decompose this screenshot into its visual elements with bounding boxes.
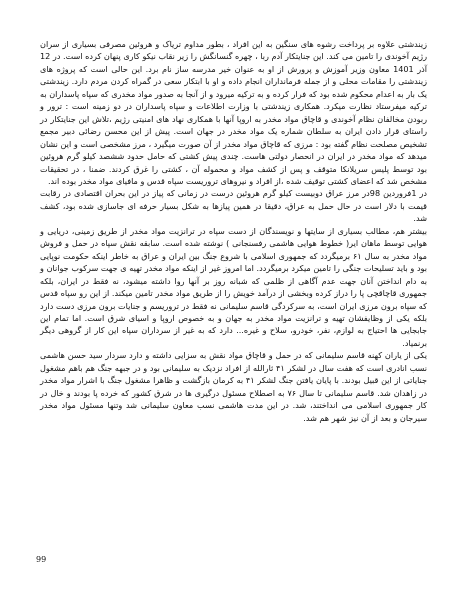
paragraph-1: زیندشتی علاوه بر پرداخت رشوه های سنگین به این افراد ، بطور مداوم تریاک و هروئین مصرفی بسیاری از سران رژیم آخوندی را تامین می کند. این جنایتکار آدم ربا ، چهره گنسانگش را زیر نقاب نیکو کاری پنهان کرده است. در 12 آذر 1401 معاون وزیر آموزش و پرورش از او به عنوان خیر مدرسه ساز نام برد. این حالی است که پروژه های زیندشتی را مقامات محلی و از جمله فرمانداران انجام داده و او با ابتکار سعی در گمراه کردن مردم دارد. زیندشتی یک بار به اعدام محکوم شده بود که فرار کرده و به ترکیه میرود و از آنجا به صدور مواد مخدری که سپاه پاسداران به ترکیه میفرستاد نظارت میکرد. همکاری زیندشتی با وزارت اطلاعات و سپاه پاسداران در دو زمینه است : ترور و ربودن مخالفان نظام آخوندی و قاچاق مواد مخدر به اروپا آنها با همکاری نهاد های امنیتی رژیم ،تلاش این جنایتکار در راستای قرار دادن ایران به سلطان شماره یک مواد مخدر در جهان است. پیش از این محسن رضائی دبیر مجمع تشخیص مصلحت نظام گفته بود : مرزی که قاچاق مواد مخدر از آن صورت میگیرد ، مرز مشخصی است و این نشان میدهد که مواد مخدر در ایران در انحصار دولتی هاست. چندی پیش کشتی که حامل حدود ششصد کیلو گرم هروئین بود توسط پلیس سریلانکا متوقف و پس از کشف مواد و محموله آن ، کشتی را غرق کردند. ضمنا ، در تحقیقات مشخص شد که اعضای کشتی توقیف شده ،از افراد و نیروهای تروریست سپاه قدس و مافیای مواد مخدر بوده اند.	[40, 39, 427, 186]
page-number: 99	[36, 555, 47, 564]
paragraph-2: در 1فروردین 98در مرز عراق دوبیست کیلو گرم هروئین درست در زمانی که پیاز در این بحران اقتصادی در رقابت قیمت با دلار است در حال حمل به عراق، دقیقا در همین پیازها به شکل بسیار حرفه ای جاسازی شده بود، کشف شد.	[40, 188, 428, 224]
paragraph-3: بیشتر هم، مطالب بسیاری از سایتها و نویسندگان از دست سپاه در ترانزیت مواد مخدر از طریق زمینی، دریایی و هوایی توسط ماهان ایر( خطوط هوایی هاشمی رفسنجانی ) نوشته شده است. سابقه نقش سپاه در حمل و فروش مواد مخدر به سال ۶۱ برمیگردد که جمهوری اسلامی با شروع جنگ بین ایران و عراق به خاطر اینکه حکومت نوپایی بود و باید تسلیحات جنگی را تامین میکرد برمیگردد. اما امروز غیر از اینکه مواد مخدر تهیه ی جهت سرکوب جوانان و به دام انداختن آنان جهت عدم آگاهی از ظلمی که شبانه روز بر آنها روا داشته میشود، نه فقط در ایران، بلکه جمهوری قاچاقچی پا را دراز کرده وبخشی از درآمد خویش را از طریق مواد مخدر تامین میکند. از این رو سپاه قدس که سپاه برون مرزی ایران است، به سرکردگی قاسم سلیمانی نه فقط در تروریسم و جنایات برون مرزی دست دارد بلکه یکی از وظایفشان تهیه و ترانزیت مواد مخدر به جهان و به خصوص اروپا و اسیای شرق است. اما تمام این جابجایی ها احتیاج به لوازم، نفر، خودرو، سلاح و غیره... دارد که به غیر از سرداران سپاه این کار از گروهی دیگر برنمیاد.	[40, 225, 427, 348]
body-text	[40, 38, 427, 424]
paragraph-4: یکی از یاران کهنه قاسم سلیمانی که در حمل و قاچاق مواد نقش به سزایی داشته و دارد سردار سید حسن هاشمی نسب انادری است که هفت سال در لشکر ۴۱ ثارالله از افراد نزدیک به سلیمانی بود و در جبهه جنگ هم باهم مشغول جنایاتی از این قبیل بودند. با پایان یافتن جنگ لشکر ۴۱ به کرمان بازگشت و ظاهرا مشغول جنگ با اشرار مواد مخدر در زاهدان شد. قاسم سلیمانی تا سال ۷۶ به اصطلاح مسئول درگیری ها در شرق کشور که خرده پا بودند و خال در کار جمهوری اسلامی می انداختند، شد. در این مدت هاشمی نسب معاون سلیمانی شد وتنها مسئول مواد مخدر سیرجان و بعد از آن نیز شهر هم شد.	[40, 350, 428, 423]
